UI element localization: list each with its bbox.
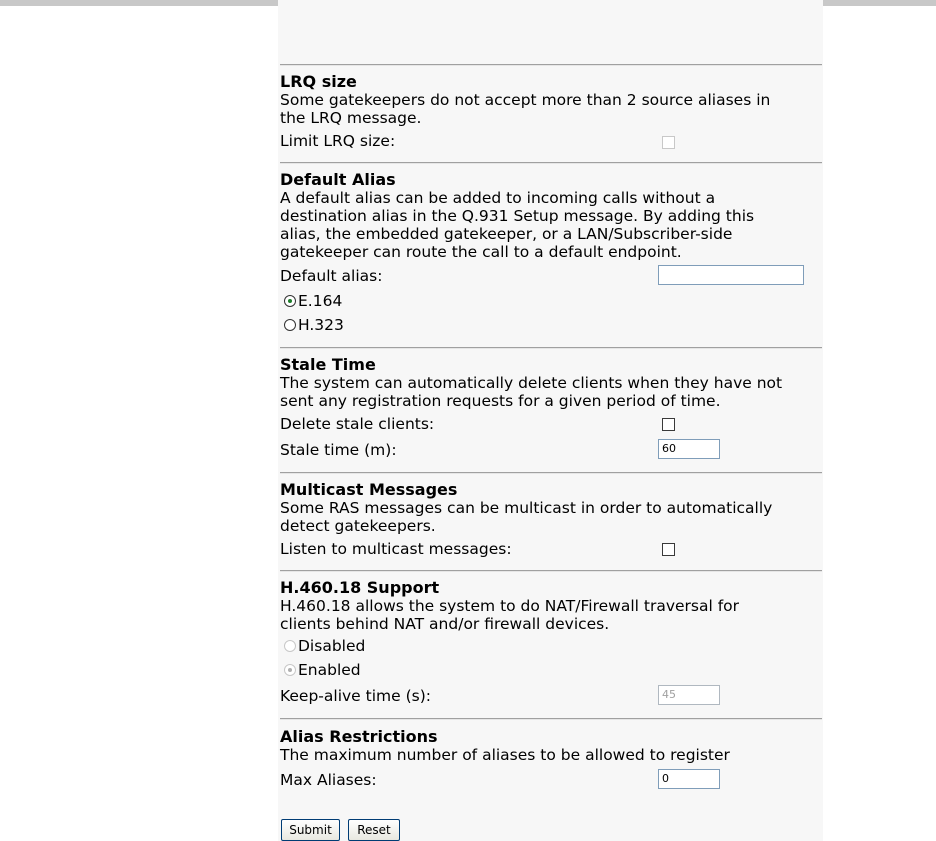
radio-unselected-icon[interactable]: [284, 640, 296, 652]
section-title: Alias Restrictions: [280, 727, 438, 746]
listen-multicast-checkbox[interactable]: [662, 543, 675, 556]
stale-time-label: Stale time (m):: [280, 441, 397, 459]
section-title: Multicast Messages: [280, 480, 458, 499]
reset-button[interactable]: Reset: [348, 819, 400, 841]
radio-label: Enabled: [298, 661, 361, 679]
section-description: Some RAS messages can be multicast in order to automatically detect gatekeepers.: [280, 499, 773, 535]
radio-enabled-option[interactable]: [284, 661, 361, 679]
section-description: The maximum number of aliases to be allowed to register: [280, 746, 730, 764]
keepalive-label: Keep-alive time (s):: [280, 687, 431, 705]
radio-label: Disabled: [298, 637, 366, 655]
delete-stale-label: Delete stale clients:: [280, 415, 435, 433]
separator: [280, 347, 822, 349]
section-title: Default Alias: [280, 170, 396, 189]
max-aliases-input[interactable]: 0: [658, 769, 720, 789]
listen-multicast-label: Listen to multicast messages:: [280, 540, 512, 558]
limit-lrq-checkbox[interactable]: [662, 136, 675, 149]
limit-lrq-label: Limit LRQ size:: [280, 132, 396, 150]
separator: [280, 64, 822, 66]
section-description: The system can automatically delete clients when they have not sent any registration requests for a given period of time.: [280, 374, 783, 410]
section-description: A default alias can be added to incoming calls without a destination alias in the Q.931 Setup message. By adding this alias, the embedded gatekeeper, or a LAN/Subscriber-side gatekeeper can route the call to a default endpoint.: [280, 189, 755, 261]
radio-label: E.164: [298, 292, 343, 310]
default-alias-input[interactable]: [658, 265, 804, 285]
keepalive-input[interactable]: 45: [658, 685, 720, 705]
delete-stale-checkbox[interactable]: [662, 418, 675, 431]
default-alias-label: Default alias:: [280, 267, 383, 285]
separator: [280, 472, 822, 474]
radio-selected-icon[interactable]: [284, 664, 296, 676]
radio-disabled-option[interactable]: [284, 637, 365, 655]
max-aliases-label: Max Aliases:: [280, 771, 377, 789]
submit-button[interactable]: Submit: [281, 819, 340, 841]
section-description: Some gatekeepers do not accept more than 2 source aliases in the LRQ message.: [280, 91, 771, 127]
separator: [280, 162, 822, 164]
section-title: Stale Time: [280, 355, 376, 374]
stale-time-input[interactable]: 60: [658, 439, 720, 459]
radio-selected-icon[interactable]: [284, 295, 296, 307]
section-title: LRQ size: [280, 72, 357, 91]
section-title: H.460.18 Support: [280, 578, 440, 597]
separator: [280, 570, 822, 572]
separator: [280, 718, 822, 720]
radio-label: H.323: [298, 316, 344, 334]
section-description: H.460.18 allows the system to do NAT/Firewall traversal for clients behind NAT and/or firewall devices.: [280, 597, 740, 633]
radio-e164[interactable]: [284, 292, 342, 310]
radio-h323[interactable]: [284, 316, 344, 334]
radio-unselected-icon[interactable]: [284, 319, 296, 331]
